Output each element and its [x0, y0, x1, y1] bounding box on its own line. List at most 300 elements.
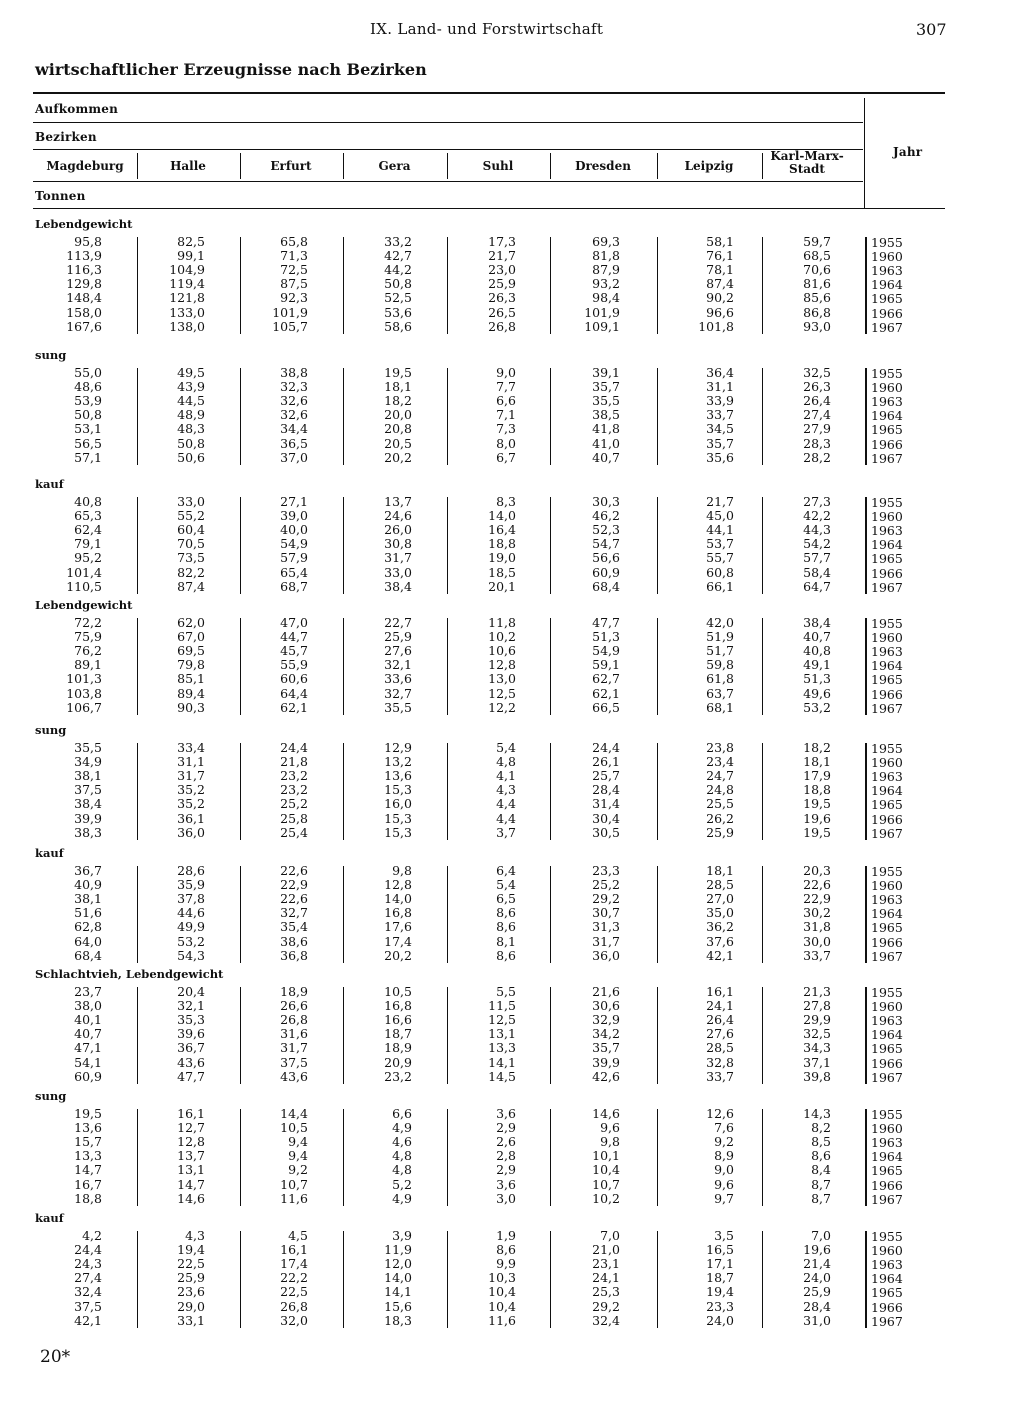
table-cell: 11,6	[280, 1190, 308, 1206]
year-cell: 1963	[871, 769, 903, 785]
year-separator	[865, 368, 867, 465]
table-cell: 23,4	[706, 754, 734, 770]
table-cell: 99,1	[177, 248, 205, 264]
table-cell: 52,5	[384, 290, 412, 306]
table-cell: 2,8	[496, 1148, 516, 1164]
table-cell: 60,8	[706, 564, 734, 580]
table-cell: 40,7	[592, 449, 620, 465]
table-cell: 49,5	[177, 365, 205, 380]
table-cell: 12,8	[488, 657, 516, 673]
table-cell: 2,9	[496, 1162, 516, 1178]
year-cell: 1966	[871, 1055, 903, 1071]
table-cell: 10,6	[488, 643, 516, 659]
column-separator	[447, 368, 448, 465]
table-cell: 62,0	[177, 615, 205, 630]
table-cell: 12,6	[706, 1106, 734, 1121]
table-cell: 30,8	[384, 536, 412, 552]
table-cell: 27,4	[803, 407, 831, 423]
table-cell: 16,7	[74, 1176, 102, 1192]
table-cell: 25,9	[706, 824, 734, 840]
table-cell: 18,9	[384, 1040, 412, 1056]
table-cell: 53,2	[177, 933, 205, 949]
table-cell: 44,2	[384, 262, 412, 278]
table-cell: 19,4	[177, 1242, 205, 1258]
year-cell: 1964	[871, 537, 903, 553]
year-cell: 1963	[871, 644, 903, 660]
table-cell: 26,2	[706, 810, 734, 826]
column-separator	[762, 497, 763, 594]
table-cell: 38,0	[74, 998, 102, 1014]
table-cell: 14,0	[488, 508, 516, 524]
table-cell: 62,4	[74, 522, 102, 538]
table-cell: 31,7	[280, 1040, 308, 1056]
table-cell: 17,1	[706, 1256, 734, 1272]
table-cell: 27,1	[280, 494, 308, 509]
table-cell: 19,5	[384, 365, 412, 380]
table-cell: 5,4	[496, 877, 516, 893]
column-separator	[657, 866, 658, 963]
year-cell: 1960	[871, 999, 903, 1015]
table-title: wirtschaftlicher Erzeugnisse nach Bezirken	[35, 60, 427, 79]
table-cell: 28,2	[803, 449, 831, 465]
column-separator	[137, 743, 138, 840]
table-cell: 24,4	[74, 1242, 102, 1258]
table-cell: 12,5	[488, 685, 516, 701]
column-header-separator	[137, 153, 138, 179]
table-cell: 54,1	[74, 1054, 102, 1070]
table-cell: 45,0	[706, 508, 734, 524]
column-separator	[137, 987, 138, 1084]
table-cell: 86,8	[803, 304, 831, 320]
table-cell: 22,9	[803, 891, 831, 907]
table-cell: 32,7	[280, 905, 308, 921]
table-cell: 25,4	[280, 824, 308, 840]
table-cell: 101,3	[66, 671, 102, 687]
table-cell: 76,1	[706, 248, 734, 264]
table-cell: 10,7	[592, 1176, 620, 1192]
year-cell: 1967	[871, 825, 903, 841]
table-cell: 4,5	[288, 1228, 308, 1243]
table-cell: 9,0	[714, 1162, 734, 1178]
table-cell: 36,1	[177, 810, 205, 826]
table-cell: 21,4	[803, 1256, 831, 1272]
table-cell: 8,7	[811, 1176, 831, 1192]
table-cell: 38,6	[280, 933, 308, 949]
table-cell: 12,9	[384, 740, 412, 755]
column-separator	[657, 987, 658, 1084]
signature-mark: 20*	[40, 1347, 71, 1367]
table-cell: 29,2	[592, 891, 620, 907]
table-cell: 87,5	[280, 276, 308, 292]
table-cell: 121,8	[169, 290, 205, 306]
table-cell: 35,7	[592, 1040, 620, 1056]
table-cell: 32,3	[280, 379, 308, 395]
table-cell: 26,4	[706, 1012, 734, 1028]
table-cell: 15,3	[384, 824, 412, 840]
year-cell: 1955	[871, 1229, 903, 1244]
table-cell: 10,1	[592, 1148, 620, 1164]
column-header-separator	[657, 153, 658, 179]
year-cell: 1955	[871, 985, 903, 1000]
table-cell: 50,8	[384, 276, 412, 292]
table-cell: 20,9	[384, 1054, 412, 1070]
table-cell: 9,6	[714, 1176, 734, 1192]
table-cell: 28,5	[706, 877, 734, 893]
table-cell: 8,2	[811, 1120, 831, 1136]
year-cell: 1965	[871, 291, 903, 307]
table-cell: 38,4	[384, 578, 412, 594]
table-cell: 101,9	[272, 304, 308, 320]
table-cell: 24,0	[803, 1270, 831, 1286]
table-cell: 31,4	[592, 796, 620, 812]
table-cell: 133,0	[169, 304, 205, 320]
table-cell: 16,6	[384, 1012, 412, 1028]
column-separator	[550, 237, 551, 334]
table-cell: 60,4	[177, 522, 205, 538]
table-cell: 14,5	[488, 1068, 516, 1084]
table-cell: 105,7	[272, 318, 308, 334]
table-cell: 33,4	[177, 740, 205, 755]
table-cell: 18,8	[488, 536, 516, 552]
year-cell: 1965	[871, 1285, 903, 1301]
table-cell: 38,5	[592, 407, 620, 423]
table-cell: 1,9	[496, 1228, 516, 1243]
table-cell: 13,2	[384, 754, 412, 770]
table-cell: 18,9	[280, 984, 308, 999]
table-cell: 61,8	[706, 671, 734, 687]
table-cell: 9,7	[714, 1190, 734, 1206]
table-cell: 55,0	[74, 365, 102, 380]
table-cell: 28,6	[177, 863, 205, 878]
table-cell: 32,8	[706, 1054, 734, 1070]
table-cell: 36,7	[177, 1040, 205, 1056]
table-cell: 101,4	[66, 564, 102, 580]
table-cell: 40,0	[280, 522, 308, 538]
table-cell: 48,9	[177, 407, 205, 423]
section-label: Schlachtvieh, Lebendgewicht	[35, 967, 224, 981]
table-cell: 42,1	[706, 947, 734, 963]
table-cell: 15,3	[384, 810, 412, 826]
column-separator	[447, 497, 448, 594]
table-cell: 35,2	[177, 782, 205, 798]
table-cell: 60,9	[74, 1068, 102, 1084]
table-cell: 11,8	[488, 615, 516, 630]
table-cell: 14,0	[384, 1270, 412, 1286]
table-cell: 10,4	[488, 1298, 516, 1314]
table-cell: 13,1	[177, 1162, 205, 1178]
column-separator	[343, 237, 344, 334]
column-header-7: Karl-Marx-Stadt	[770, 149, 844, 176]
table-cell: 8,1	[496, 933, 516, 949]
year-cell: 1955	[871, 864, 903, 879]
table-cell: 106,7	[66, 699, 102, 715]
table-cell: 18,2	[384, 393, 412, 409]
table-cell: 37,8	[177, 891, 205, 907]
table-cell: 42,6	[592, 1068, 620, 1084]
year-separator	[865, 497, 867, 594]
table-cell: 119,4	[169, 276, 205, 292]
table-cell: 18,7	[706, 1270, 734, 1286]
table-cell: 95,8	[74, 234, 102, 249]
table-cell: 23,2	[280, 768, 308, 784]
table-cell: 18,3	[384, 1312, 412, 1328]
table-cell: 11,5	[488, 998, 516, 1014]
table-cell: 24,1	[706, 998, 734, 1014]
table-cell: 25,8	[280, 810, 308, 826]
table-cell: 26,6	[280, 998, 308, 1014]
table-cell: 87,4	[177, 578, 205, 594]
table-cell: 11,6	[488, 1312, 516, 1328]
table-cell: 13,0	[488, 671, 516, 687]
column-header-separator	[343, 153, 344, 179]
table-cell: 87,4	[706, 276, 734, 292]
year-cell: 1964	[871, 658, 903, 674]
table-cell: 20,2	[384, 947, 412, 963]
table-cell: 69,3	[592, 234, 620, 249]
table-cell: 26,0	[384, 522, 412, 538]
table-cell: 27,6	[384, 643, 412, 659]
table-cell: 28,5	[706, 1040, 734, 1056]
table-cell: 64,4	[280, 685, 308, 701]
table-cell: 43,6	[177, 1054, 205, 1070]
table-cell: 4,3	[496, 782, 516, 798]
table-cell: 12,0	[384, 1256, 412, 1272]
year-cell: 1955	[871, 741, 903, 756]
table-cell: 16,4	[488, 522, 516, 538]
table-cell: 9,8	[392, 863, 412, 878]
year-cell: 1960	[871, 755, 903, 771]
table-cell: 13,7	[384, 494, 412, 509]
table-cell: 7,7	[496, 379, 516, 395]
table-cell: 23,2	[280, 782, 308, 798]
table-cell: 26,3	[488, 290, 516, 306]
column-separator	[240, 1231, 241, 1328]
table-cell: 32,4	[592, 1312, 620, 1328]
column-separator	[657, 1231, 658, 1328]
column-separator	[240, 497, 241, 594]
column-separator	[447, 1231, 448, 1328]
table-cell: 26,4	[803, 393, 831, 409]
table-cell: 18,7	[384, 1026, 412, 1042]
table-cell: 20,2	[384, 449, 412, 465]
table-cell: 47,0	[280, 615, 308, 630]
table-cell: 47,7	[177, 1068, 205, 1084]
table-cell: 90,3	[177, 699, 205, 715]
column-separator	[657, 743, 658, 840]
section-label: kauf	[35, 846, 64, 860]
table-cell: 40,8	[74, 494, 102, 509]
year-cell: 1966	[871, 436, 903, 452]
table-cell: 55,9	[280, 657, 308, 673]
table-cell: 39,8	[803, 1068, 831, 1084]
table-cell: 23,8	[706, 740, 734, 755]
table-cell: 4,8	[392, 1148, 412, 1164]
table-cell: 16,1	[177, 1106, 205, 1121]
table-cell: 31,7	[177, 768, 205, 784]
table-cell: 25,5	[706, 796, 734, 812]
table-cell: 62,1	[280, 699, 308, 715]
year-cell: 1967	[871, 319, 903, 335]
table-cell: 23,1	[592, 1256, 620, 1272]
table-cell: 8,0	[496, 435, 516, 451]
table-cell: 36,8	[280, 947, 308, 963]
table-cell: 22,6	[280, 863, 308, 878]
table-cell: 24,3	[74, 1256, 102, 1272]
column-header-2: Erfurt	[270, 159, 312, 173]
table-cell: 48,6	[74, 379, 102, 395]
table-cell: 37,5	[280, 1054, 308, 1070]
table-cell: 35,5	[384, 699, 412, 715]
table-cell: 65,8	[280, 234, 308, 249]
column-header-separator	[240, 153, 241, 179]
table-cell: 22,6	[280, 891, 308, 907]
year-cell: 1963	[871, 892, 903, 908]
table-cell: 37,0	[280, 449, 308, 465]
table-cell: 73,5	[177, 550, 205, 566]
table-cell: 35,0	[706, 905, 734, 921]
table-cell: 14,3	[803, 1106, 831, 1121]
year-cell: 1967	[871, 700, 903, 716]
table-cell: 8,5	[811, 1134, 831, 1150]
table-cell: 19,6	[803, 810, 831, 826]
running-title: IX. Land- und Forstwirtschaft	[370, 20, 604, 38]
table-cell: 33,0	[177, 494, 205, 509]
table-cell: 13,3	[488, 1040, 516, 1056]
section-label: sung	[35, 723, 67, 737]
table-cell: 158,0	[66, 304, 102, 320]
table-cell: 6,7	[496, 449, 516, 465]
table-cell: 18,1	[384, 379, 412, 395]
table-cell: 33,6	[384, 671, 412, 687]
table-cell: 82,5	[177, 234, 205, 249]
column-separator	[762, 866, 763, 963]
table-cell: 22,7	[384, 615, 412, 630]
table-cell: 64,7	[803, 578, 831, 594]
column-separator	[550, 987, 551, 1084]
aufkommen-rule	[33, 122, 863, 123]
table-cell: 26,3	[803, 379, 831, 395]
table-cell: 51,3	[592, 629, 620, 645]
table-cell: 24,0	[706, 1312, 734, 1328]
table-cell: 26,8	[488, 318, 516, 334]
table-cell: 26,8	[280, 1012, 308, 1028]
table-cell: 18,2	[803, 740, 831, 755]
year-cell: 1960	[871, 878, 903, 894]
table-cell: 46,2	[592, 508, 620, 524]
table-cell: 7,1	[496, 407, 516, 423]
table-cell: 22,5	[177, 1256, 205, 1272]
column-separator	[343, 618, 344, 715]
column-separator	[550, 618, 551, 715]
table-cell: 9,2	[714, 1134, 734, 1150]
table-cell: 29,9	[803, 1012, 831, 1028]
table-cell: 59,1	[592, 657, 620, 673]
table-cell: 45,7	[280, 643, 308, 659]
table-cell: 92,3	[280, 290, 308, 306]
table-cell: 10,3	[488, 1270, 516, 1286]
table-cell: 6,4	[496, 863, 516, 878]
table-cell: 31,0	[803, 1312, 831, 1328]
table-cell: 42,7	[384, 248, 412, 264]
table-cell: 72,2	[74, 615, 102, 630]
table-cell: 30,3	[592, 494, 620, 509]
table-cell: 31,8	[803, 919, 831, 935]
table-cell: 57,7	[803, 550, 831, 566]
table-cell: 65,4	[280, 564, 308, 580]
column-separator	[762, 743, 763, 840]
column-header-4: Suhl	[482, 159, 514, 173]
table-cell: 30,7	[592, 905, 620, 921]
column-header-5: Dresden	[575, 159, 631, 173]
table-cell: 14,7	[177, 1176, 205, 1192]
table-cell: 12,8	[177, 1134, 205, 1150]
table-cell: 65,3	[74, 508, 102, 524]
year-cell: 1965	[871, 1163, 903, 1179]
table-cell: 70,6	[803, 262, 831, 278]
table-cell: 12,7	[177, 1120, 205, 1136]
table-cell: 47,7	[592, 615, 620, 630]
year-cell: 1960	[871, 630, 903, 646]
table-cell: 3,0	[496, 1190, 516, 1206]
year-cell: 1964	[871, 1149, 903, 1165]
table-cell: 17,4	[280, 1256, 308, 1272]
table-cell: 59,7	[803, 234, 831, 249]
table-cell: 54,3	[177, 947, 205, 963]
table-cell: 9,8	[600, 1134, 620, 1150]
table-cell: 40,1	[74, 1012, 102, 1028]
table-cell: 8,7	[811, 1190, 831, 1206]
table-cell: 33,7	[803, 947, 831, 963]
year-cell: 1960	[871, 249, 903, 265]
table-cell: 10,5	[280, 1120, 308, 1136]
column-separator	[343, 368, 344, 465]
table-cell: 30,6	[592, 998, 620, 1014]
year-cell: 1963	[871, 394, 903, 410]
table-cell: 36,7	[74, 863, 102, 878]
unit-label: Tonnen	[35, 189, 86, 203]
table-cell: 49,6	[803, 685, 831, 701]
column-separator	[550, 1231, 551, 1328]
year-cell: 1960	[871, 1243, 903, 1259]
column-separator	[137, 866, 138, 963]
table-cell: 27,0	[706, 891, 734, 907]
year-cell: 1966	[871, 565, 903, 581]
table-cell: 101,9	[584, 304, 620, 320]
table-cell: 51,6	[74, 905, 102, 921]
table-cell: 40,9	[74, 877, 102, 893]
table-cell: 32,7	[384, 685, 412, 701]
table-cell: 75,9	[74, 629, 102, 645]
table-cell: 62,1	[592, 685, 620, 701]
table-cell: 17,6	[384, 919, 412, 935]
column-separator	[447, 1109, 448, 1206]
column-header-3: Gera	[378, 159, 411, 173]
table-cell: 17,3	[488, 234, 516, 249]
table-cell: 17,4	[384, 933, 412, 949]
table-cell: 87,9	[592, 262, 620, 278]
table-cell: 4,2	[82, 1228, 102, 1243]
table-cell: 44,5	[177, 393, 205, 409]
column-separator	[550, 368, 551, 465]
year-cell: 1966	[871, 934, 903, 950]
table-cell: 33,7	[706, 407, 734, 423]
year-cell: 1967	[871, 450, 903, 466]
table-cell: 3,9	[392, 1228, 412, 1243]
table-cell: 51,9	[706, 629, 734, 645]
table-cell: 49,9	[177, 919, 205, 935]
table-cell: 35,3	[177, 1012, 205, 1028]
table-cell: 58,4	[803, 564, 831, 580]
